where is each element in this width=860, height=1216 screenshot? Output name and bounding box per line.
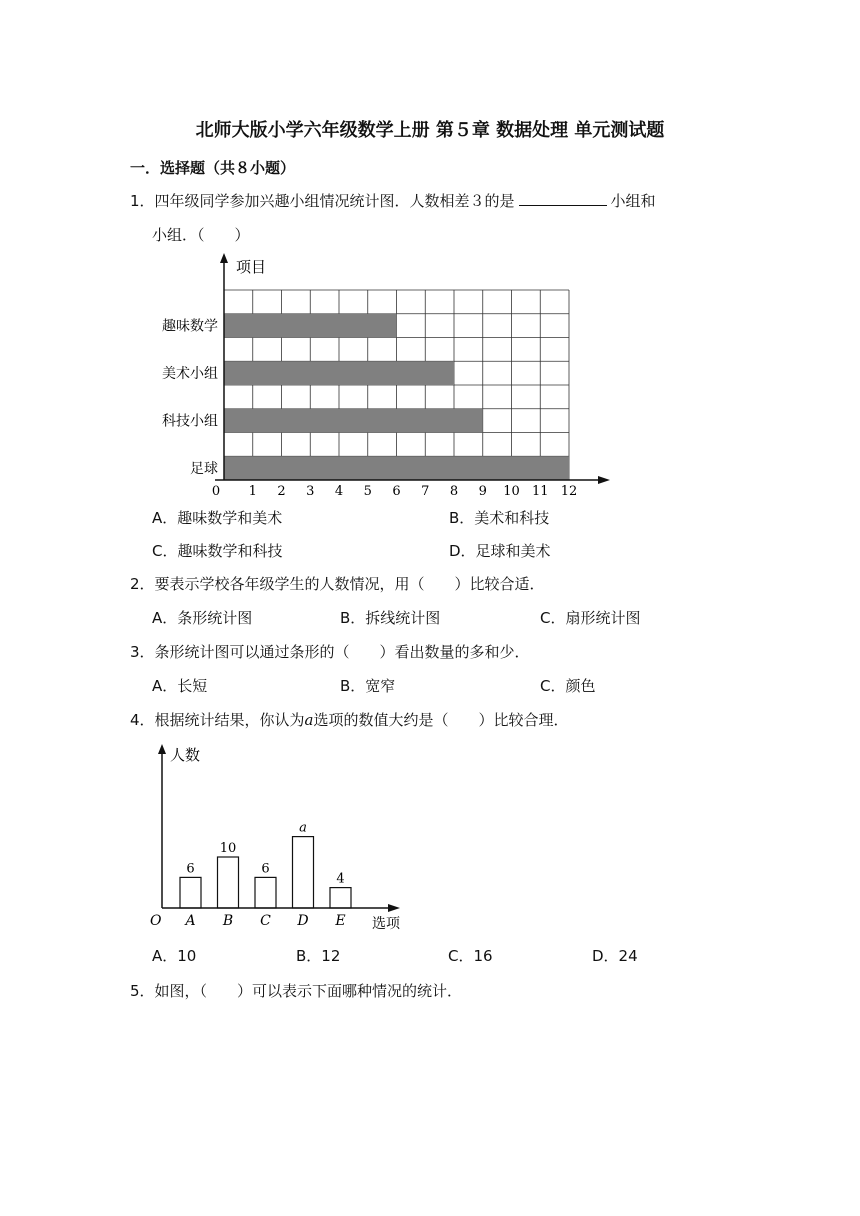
- data-label: 4: [336, 871, 345, 887]
- chart-1-y-arrow: [220, 253, 228, 263]
- q4-option-a: A．10: [152, 947, 197, 965]
- data-label: a: [299, 820, 307, 836]
- data-label: 6: [186, 861, 195, 877]
- data-label: 6: [261, 861, 270, 877]
- data-label: 10: [219, 841, 237, 856]
- bar: [293, 837, 314, 908]
- category-label: 美术小组: [162, 366, 218, 383]
- q1-option-d: D．足球和美术: [449, 542, 551, 560]
- bar: [224, 456, 569, 480]
- bar: [224, 361, 454, 385]
- x-tick-label: 2: [277, 484, 286, 499]
- x-tick-label: 8: [449, 484, 459, 499]
- x-tick-label: 4: [334, 484, 344, 499]
- page-title: 北师大版小学六年级数学上册 第５章 数据处理 单元测试题: [195, 120, 665, 141]
- bar: [218, 857, 239, 908]
- x-tick-label: 5: [363, 484, 372, 499]
- chart-1-y-label: 项目: [236, 258, 267, 276]
- category-label: C: [260, 913, 271, 929]
- question-5-text: 5．如图，（ ）可以表示下面哪种情况的统计．: [130, 982, 463, 1000]
- chart-2-x-label: 选项: [372, 916, 400, 932]
- x-tick-label: 1: [248, 484, 257, 499]
- chart-options-count: [140, 740, 420, 940]
- category-label: D: [297, 913, 309, 929]
- question-2-text: 2．要表示学校各年级学生的人数情况，用（ ）比较合适．: [130, 575, 545, 593]
- question-1-text-2: 小组和: [610, 192, 656, 210]
- category-label: 科技小组: [162, 413, 218, 430]
- answer-blank: [519, 191, 607, 206]
- x-tick-label: 7: [421, 484, 430, 499]
- x-tick-label: 6: [392, 484, 401, 499]
- section-heading: 一．选择题（共８小题）: [130, 159, 296, 177]
- q3-option-a: A．长短: [152, 677, 208, 695]
- x-tick-label: 9: [478, 484, 487, 499]
- chart-2-origin-label: O: [150, 913, 162, 929]
- chart-2-y-arrow: [158, 744, 166, 754]
- q3-option-c: C．颜色: [540, 677, 596, 695]
- q4-option-d: D．24: [592, 947, 638, 965]
- q4-option-c: C．16: [448, 947, 493, 965]
- bar: [330, 888, 351, 908]
- x-tick-label: 11: [531, 484, 549, 499]
- q1-option-b: B．美术和科技: [449, 509, 550, 527]
- x-tick-label: 12: [560, 484, 578, 499]
- bar: [255, 877, 276, 908]
- question-4-line: [130, 709, 569, 730]
- q2-option-a: A．条形统计图: [152, 609, 253, 627]
- x-tick-label: 3: [306, 484, 315, 499]
- q2-option-b: B．拆线统计图: [340, 609, 441, 627]
- chart-2-x-arrow: [388, 904, 400, 912]
- question-4-text: 4．根据统计结果，你认为: [130, 711, 305, 729]
- chart-2-y-label: 人数: [170, 746, 201, 764]
- chart-interest-groups: [140, 250, 620, 500]
- bar: [224, 409, 483, 433]
- question-4-variable: a: [304, 711, 314, 729]
- x-tick-label: 10: [503, 484, 520, 499]
- category-label: 足球: [190, 461, 218, 478]
- question-4-text-2: 选项的数值大约是（ ）比较合理．: [313, 711, 569, 729]
- category-label: B: [222, 913, 234, 929]
- q3-option-b: B．宽窄: [340, 677, 396, 695]
- q2-option-c: C．扇形统计图: [540, 609, 641, 627]
- bar: [180, 877, 201, 908]
- question-3-text: 3．条形统计图可以通过条形的（ ）看出数量的多和少．: [130, 643, 530, 661]
- category-label: 趣味数学: [162, 318, 218, 335]
- question-1-line-1: [130, 190, 656, 211]
- category-label: A: [185, 913, 196, 929]
- bar: [224, 314, 397, 338]
- question-1-line-2: 小组．（ ）: [152, 226, 250, 244]
- q1-option-a: A．趣味数学和美术: [152, 509, 283, 527]
- question-1-text: 1．四年级同学参加兴趣小组情况统计图．人数相差３的是: [130, 192, 515, 210]
- category-label: E: [335, 913, 346, 929]
- q4-option-b: B．12: [296, 947, 341, 965]
- x-tick-label: 0: [211, 484, 221, 499]
- q1-option-c: C．趣味数学和科技: [152, 542, 283, 560]
- chart-1-x-arrow: [598, 476, 610, 484]
